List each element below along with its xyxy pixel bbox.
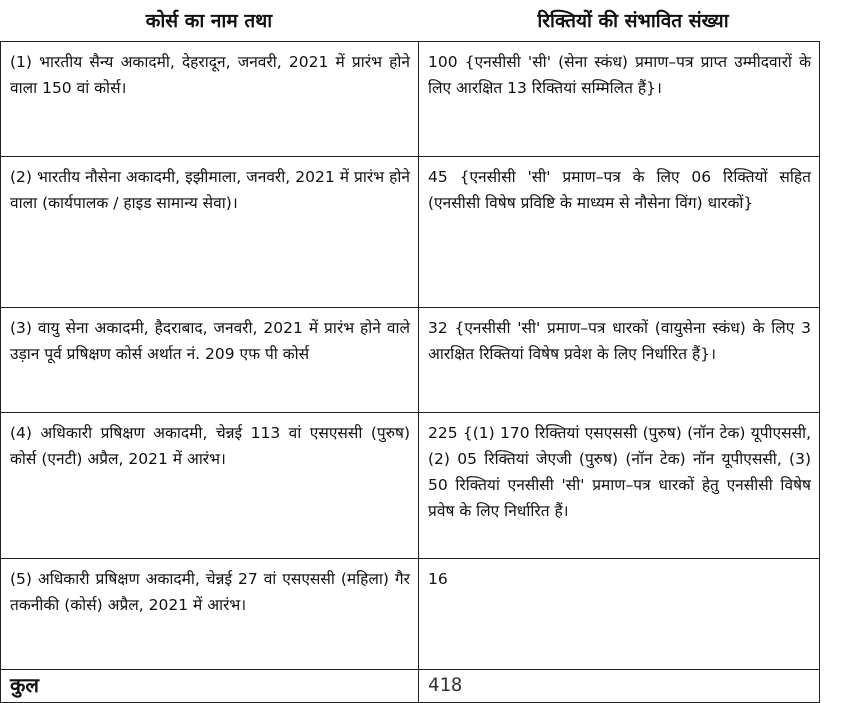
course-cell: (5) अधिकारी प्रषिक्षण अकादमी, चेन्नई 27 वां एसएससी (महिला) गैर तकनीकी (कोर्स) अप्रैल, 2021 में आरंभ।: [1, 559, 419, 670]
course-cell: (2) भारतीय नौसेना अकादमी, इझीमाला, जनवरी, 2021 में प्रारंभ होने वाला (कार्यपालक / हाइड सामान्य सेवा)।: [1, 157, 419, 308]
course-cell: (1) भारतीय सैन्य अकादमी, देहरादून, जनवरी, 2021 में प्रारंभ होने वाला 150 वां कोर्स।: [1, 42, 419, 157]
table-row: [1, 157, 820, 308]
total-row: [1, 670, 820, 703]
vacancy-table: [0, 41, 820, 703]
table-row: [1, 413, 820, 559]
table-row: [1, 308, 820, 413]
vacancies-cell: 45 {एनसीसी 'सी' प्रमाण–पत्र के लिए 06 रिक्तियों सहित (एनसीसी विषेष प्रविष्टि के माध्यम से नौसेना विंग) धारकों}: [419, 157, 820, 308]
column-header-course: कोर्स का नाम तथा: [145, 10, 273, 32]
table-row: [1, 559, 820, 670]
vacancies-cell: 225 {(1) 170 रिक्तियां एसएससी (पुरुष) (नॉन टेक) यूपीएससी, (2) 05 रिक्तियां जेएजी (पुरुष) (नॉन टेक) नॉन यूपीएससी, (3) 50 रिक्तियां एनसीसी 'सी' प्रमाण–पत्र धारकों हेतु एनसीसी विषेष प्रवेष के लिए निर्धारित हैं।: [419, 413, 820, 559]
vacancies-cell: 16: [419, 559, 820, 670]
total-value: 418: [419, 670, 820, 703]
course-cell: (3) वायु सेना अकादमी, हैदराबाद, जनवरी, 2021 में प्रारंभ होने वाले उड़ान पूर्व प्रषिक्षण कोर्स अर्थात नं. 209 एफ पी कोर्स: [1, 308, 419, 413]
vacancies-cell: 100 {एनसीसी 'सी' (सेना स्कंध) प्रमाण–पत्र प्राप्त उम्मीदवारों के लिए आरक्षित 13 रिक्तियां सम्मिलित हैं}।: [419, 42, 820, 157]
course-cell: (4) अधिकारी प्रषिक्षण अकादमी, चेन्नई 113 वां एसएससी (पुरुष) कोर्स (एनटी) अप्रैल, 2021 में आरंभ।: [1, 413, 419, 559]
column-header-vacancies: रिक्तियों की संभावित संख्या: [537, 10, 729, 32]
vacancies-cell: 32 {एनसीसी 'सी' प्रमाण–पत्र धारकों (वायुसेना स्कंध) के लिए 3 आरक्षित रिक्तियां विषेष प्रवेश के लिए निर्धारित हैं}।: [419, 308, 820, 413]
total-label: कुल: [1, 670, 419, 703]
table-row: [1, 42, 820, 157]
